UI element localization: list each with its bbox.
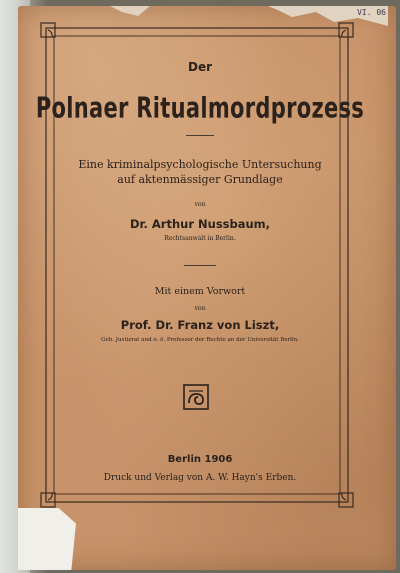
by-label-2: von — [194, 305, 206, 312]
foreword-author-description: Geh. Justizrat und o. ö. Professor der Rechte an der Universität Berlin. — [101, 337, 299, 343]
foreword-author: Prof. Dr. Franz von Liszt, — [120, 318, 280, 332]
book-title: Polnaer Ritualmordprozess — [35, 92, 365, 125]
divider-rule-2 — [184, 265, 216, 266]
catalog-mark: VI. 06 — [357, 8, 386, 17]
title-article: Der — [187, 60, 213, 74]
subtitle-line-1: Eine kriminalpsychologische Untersuchung — [78, 158, 322, 171]
publisher-emblem-icon — [183, 384, 209, 410]
subtitle-line-2: auf aktenmässiger Grundlage — [117, 173, 283, 186]
by-label: von — [194, 201, 206, 208]
foreword-label: Mit einem Vorwort — [154, 286, 246, 297]
author-description: Rechtsanwalt in Berlin. — [164, 235, 236, 242]
author-name: Dr. Arthur Nussbaum, — [129, 217, 271, 231]
divider-rule — [186, 135, 214, 136]
place-and-year: Berlin 1906 — [167, 454, 233, 465]
publisher-line: Druck und Verlag von A. W. Hayn's Erben. — [103, 473, 297, 483]
